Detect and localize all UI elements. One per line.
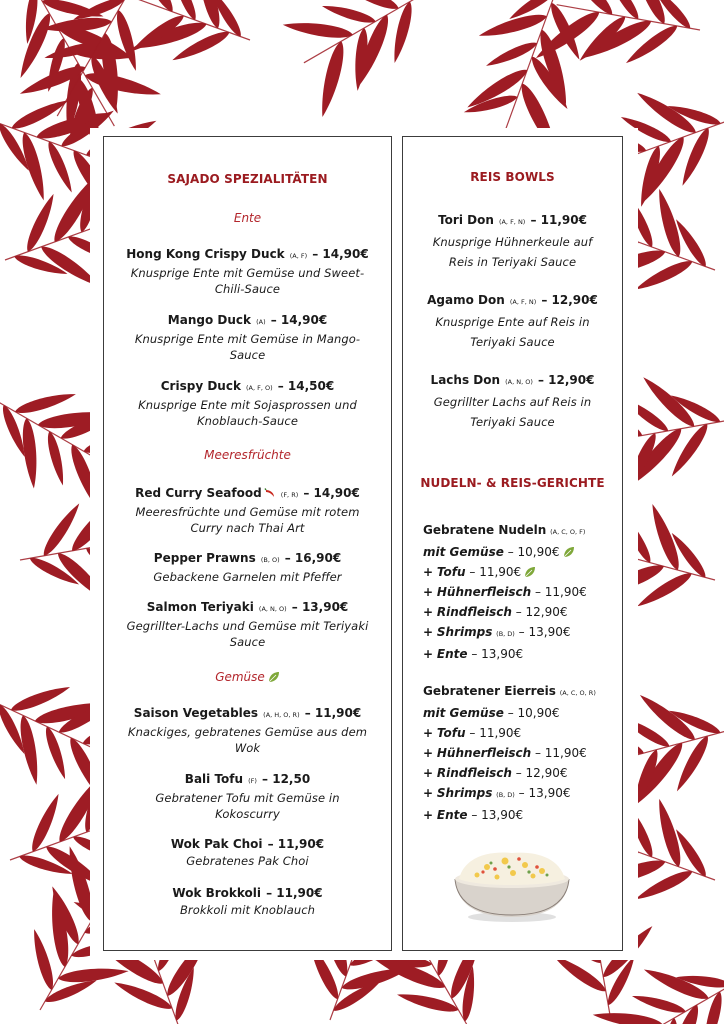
rice-bowl-illustration	[447, 845, 577, 925]
vegetarian-leaf-icon	[268, 671, 280, 683]
bamboo-leaf	[396, 989, 460, 1015]
option-row: + Rindfleisch – 12,90€	[423, 766, 568, 780]
menu-item: Hong Kong Crispy Duck (A, F) – 14,90€ Knusprige Ente mit Gemüse und Sweet- Chili-Sauce	[126, 247, 369, 296]
menu-item: Mango Duck (A) – 14,90€ Knusprige Ente mit Gemüse in Mango- Sauce	[134, 313, 361, 362]
menu-item: Bali Tofu (F) – 12,50 Gebratener Tofu mit Gemüse in Kokoscurry	[155, 772, 340, 821]
bamboo-leaf	[18, 131, 49, 202]
menu-item: Red Curry Seafood (F, R) – 14,90€ Meeresfrüchte und Gemüse mit rotem Curry nach Thai Art	[135, 486, 360, 535]
option-row: + Shrimps (B, D) – 13,90€	[423, 625, 571, 639]
menu-item: Agamo Don (A, F, N) – 12,90€ Knusprige Ente auf Reis in Teriyaki Sauce	[427, 293, 598, 349]
bamboo-leaf	[677, 126, 713, 188]
option-row: + Ente – 13,90€	[423, 808, 524, 822]
bamboo-leaf	[631, 991, 687, 1016]
bamboo-leaf	[282, 19, 354, 41]
bamboo-leaf	[389, 0, 415, 64]
option-row: + Hühnerfleisch – 11,90€	[423, 585, 587, 599]
rice-noodle-column	[402, 136, 623, 951]
noodles-block: Gebratene Nudeln (A, C, O, F) mit Gemüse – 10,90€ + Tofu – 11,90€ + Hühnerfleisch – 11,90€ + Rindfleisch – 12,90€ + Shrimps (B, D) – 13,90€ + Ente – 13,90€	[423, 520, 614, 664]
noodles-rice-title: NUDELN- & REIS-GERICHTE	[420, 476, 605, 490]
bamboo-leaf	[113, 9, 141, 73]
menu-item: Saison Vegetables (A, H, O, R) – 11,90€ Knackiges, gebratenes Gemüse aus dem Wok	[127, 706, 368, 755]
menu-item: Wok Brokkoli – 11,90€ Brokkoli mit Knoblauch	[172, 886, 323, 917]
option-row: + Shrimps (B, D) – 13,90€	[423, 786, 571, 800]
bamboo-leaf	[672, 733, 712, 794]
bamboo-leaf	[316, 40, 348, 119]
bamboo-leaf	[42, 725, 69, 781]
menu-item: Wok Pak Choi – 11,90€ Gebratenes Pak Choi	[170, 837, 325, 868]
bamboo-leaf	[45, 140, 76, 195]
option-row: + Rindfleisch – 12,90€	[423, 605, 568, 619]
bamboo-leaf	[130, 0, 178, 15]
bamboo-leaf	[592, 1009, 664, 1024]
rice-bowls-title: REIS BOWLS	[470, 170, 555, 184]
bamboo-leaf	[28, 792, 64, 854]
menu-item: Pepper Prawns (B, O) – 16,90€ Gebackene Garnelen mit Pfeffer	[153, 551, 342, 584]
bamboo-leaf	[45, 430, 68, 486]
group-gemuese-title: Gemüse	[104, 670, 391, 684]
group-ente-title: Ente	[233, 211, 262, 225]
bamboo-leaf	[23, 192, 59, 254]
menu-item: Crispy Duck (A, F, O) – 14,50€ Knusprige Ente mit Sojasprossen und Knoblauch-Sauce	[138, 379, 357, 428]
bamboo-leaf	[29, 928, 57, 992]
option-row: + Tofu – 11,90€	[423, 726, 522, 740]
bamboo-leaf	[321, 1, 377, 26]
vegetarian-leaf-icon	[563, 546, 575, 558]
bamboo-leaf	[14, 389, 78, 417]
menu-item: Salmon Teriyaki (A, N, O) – 13,90€ Gegrillter-Lachs und Gemüse mit Teriyaki Sauce	[126, 600, 369, 649]
option-row: + Ente – 13,90€	[423, 647, 524, 661]
bamboo-leaf	[484, 39, 539, 70]
egg-rice-block: Gebratener Eierreis (A, C, O, R) mit Gemüse – 10,90€ + Tofu – 11,90€ + Hühnerfleisch – 11,90€ + Rindfleisch – 12,90€ + Shrimps (B, D) – 13,90€ + Ente – 13,90€	[423, 681, 614, 825]
bamboo-leaf	[112, 977, 174, 1013]
chili-icon	[264, 487, 276, 499]
menu-item: Lachs Don (A, N, O) – 12,90€ Gegrillter Lachs auf Reis in Teriyaki Sauce	[430, 373, 595, 429]
option-row: + Tofu – 11,90€	[423, 562, 614, 582]
bamboo-leaf	[15, 11, 55, 81]
specialties-column	[103, 136, 392, 951]
group-meeresfruechte-title: Meeresfrüchte	[204, 448, 291, 462]
bamboo-leaf	[647, 502, 684, 572]
specialties-title: SAJADO SPEZIALITÄTEN	[167, 172, 328, 186]
vegetarian-leaf-icon	[524, 566, 536, 578]
menu-item: Tori Don (A, F, N) – 11,90€ Knusprige Hühnerkeule auf Reis in Teriyaki Sauce	[432, 213, 593, 269]
option-row: + Hühnerfleisch – 11,90€	[423, 746, 587, 760]
